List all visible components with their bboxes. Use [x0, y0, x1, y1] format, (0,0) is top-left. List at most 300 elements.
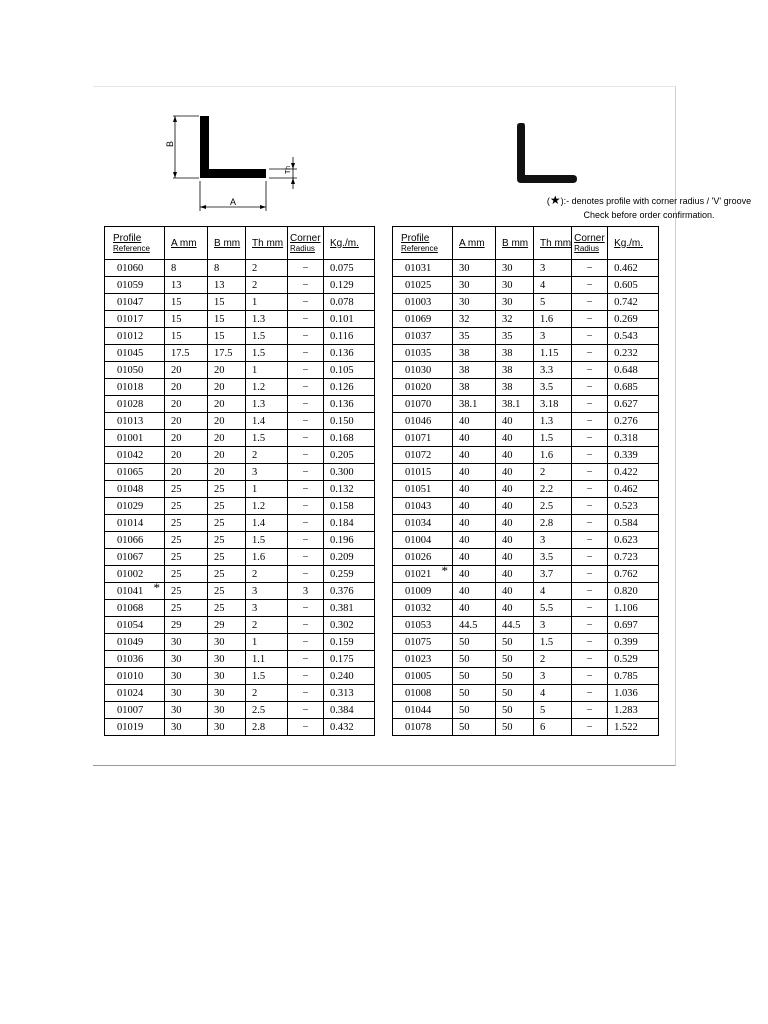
table-row — [105, 702, 375, 719]
col-corner-radius: Corner Radius — [288, 227, 324, 260]
cell-a-mm: 17.5 — [165, 345, 208, 362]
cell-kg-per-m: 0.101 — [324, 311, 375, 328]
angle-profile-drawing — [161, 113, 301, 213]
cell-th-mm: 1.5 — [246, 345, 288, 362]
table-row — [393, 396, 659, 413]
cell-a-mm: 40 — [453, 498, 496, 515]
cell-a-mm: 25 — [165, 583, 208, 600]
cell-th-mm: 6 — [534, 719, 572, 736]
cell-b-mm: 50 — [496, 719, 534, 736]
cell-kg-per-m: 0.313 — [324, 685, 375, 702]
cell-b-mm: 20 — [208, 413, 246, 430]
cell-a-mm: 25 — [165, 549, 208, 566]
cell-th-mm: 2 — [246, 685, 288, 702]
cell-kg-per-m: 0.685 — [608, 379, 659, 396]
cell-th-mm: 1.1 — [246, 651, 288, 668]
cell-profile-reference: 01054 — [105, 617, 165, 634]
cell-a-mm: 20 — [165, 447, 208, 464]
cell-b-mm: 50 — [496, 685, 534, 702]
table-row — [105, 600, 375, 617]
cell-kg-per-m: 0.723 — [608, 549, 659, 566]
cell-corner-radius: − — [288, 413, 324, 430]
cell-a-mm: 40 — [453, 549, 496, 566]
cell-corner-radius: − — [288, 362, 324, 379]
cell-corner-radius: − — [572, 362, 608, 379]
table-row — [393, 379, 659, 396]
cell-kg-per-m: 0.078 — [324, 294, 375, 311]
cell-corner-radius: − — [572, 396, 608, 413]
rounded-angle-profile-picture — [511, 121, 581, 189]
col-profile-reference: Profile Reference — [105, 227, 165, 260]
cell-corner-radius: − — [288, 719, 324, 736]
cell-corner-radius: − — [288, 379, 324, 396]
cell-b-mm: 50 — [496, 668, 534, 685]
cell-kg-per-m: 1.036 — [608, 685, 659, 702]
cell-corner-radius: − — [288, 600, 324, 617]
cell-kg-per-m: 0.648 — [608, 362, 659, 379]
cell-corner-radius: − — [288, 532, 324, 549]
cell-a-mm: 25 — [165, 532, 208, 549]
table-row — [393, 362, 659, 379]
cell-th-mm: 2.8 — [246, 719, 288, 736]
cell-kg-per-m: 0.196 — [324, 532, 375, 549]
cell-profile-reference: 01075 — [393, 634, 453, 651]
cell-corner-radius: − — [572, 617, 608, 634]
cell-profile-reference: 01045 — [105, 345, 165, 362]
cell-a-mm: 40 — [453, 413, 496, 430]
cell-profile-reference: 01042 — [105, 447, 165, 464]
cell-kg-per-m: 0.150 — [324, 413, 375, 430]
table-row — [105, 617, 375, 634]
cell-kg-per-m: 0.232 — [608, 345, 659, 362]
cell-th-mm: 3 — [534, 532, 572, 549]
cell-corner-radius: − — [572, 277, 608, 294]
cell-corner-radius: − — [572, 498, 608, 515]
cell-b-mm: 15 — [208, 311, 246, 328]
corner-radius-note: (★):- denotes profile with corner radius / 'V' groove Check before order confirmation. — [546, 193, 752, 220]
cell-th-mm: 3.5 — [534, 379, 572, 396]
cell-profile-reference: 01065 — [105, 464, 165, 481]
cell-a-mm: 44.5 — [453, 617, 496, 634]
cell-profile-reference: 01007 — [105, 702, 165, 719]
table-row — [105, 277, 375, 294]
cell-kg-per-m: 0.697 — [608, 617, 659, 634]
cell-profile-reference: 01043 — [393, 498, 453, 515]
cell-corner-radius: − — [572, 583, 608, 600]
cell-b-mm: 40 — [496, 464, 534, 481]
table-row — [393, 481, 659, 498]
cell-kg-per-m: 0.399 — [608, 634, 659, 651]
table-row — [393, 617, 659, 634]
col-corner-radius: Corner Radius — [572, 227, 608, 260]
cell-profile-reference: 01015 — [393, 464, 453, 481]
cell-corner-radius: − — [288, 481, 324, 498]
cell-b-mm: 20 — [208, 430, 246, 447]
table-row — [105, 379, 375, 396]
cell-th-mm: 1 — [246, 481, 288, 498]
cell-profile-reference: 01026 — [393, 549, 453, 566]
cell-th-mm: 1.5 — [246, 430, 288, 447]
cell-th-mm: 2.2 — [534, 481, 572, 498]
cell-b-mm: 40 — [496, 413, 534, 430]
cell-corner-radius: − — [288, 515, 324, 532]
cell-kg-per-m: 0.126 — [324, 379, 375, 396]
cell-profile-reference: 01012 — [105, 328, 165, 345]
table-row — [105, 362, 375, 379]
cell-a-mm: 15 — [165, 294, 208, 311]
cell-corner-radius: − — [288, 311, 324, 328]
cell-a-mm: 30 — [165, 685, 208, 702]
cell-a-mm: 38 — [453, 345, 496, 362]
cell-a-mm: 15 — [165, 311, 208, 328]
cell-b-mm: 20 — [208, 379, 246, 396]
cell-th-mm: 2 — [246, 617, 288, 634]
cell-corner-radius: − — [288, 498, 324, 515]
cell-b-mm: 40 — [496, 447, 534, 464]
cell-b-mm: 30 — [208, 668, 246, 685]
cell-th-mm: 1.15 — [534, 345, 572, 362]
cell-b-mm: 25 — [208, 498, 246, 515]
cell-profile-reference: 01072 — [393, 447, 453, 464]
cell-b-mm: 30 — [208, 702, 246, 719]
cell-a-mm: 40 — [453, 464, 496, 481]
cell-th-mm: 1.2 — [246, 379, 288, 396]
cell-th-mm: 3.18 — [534, 396, 572, 413]
cell-corner-radius: − — [288, 260, 324, 277]
cell-kg-per-m: 0.184 — [324, 515, 375, 532]
cell-profile-reference: 01051 — [393, 481, 453, 498]
cell-a-mm: 38 — [453, 362, 496, 379]
dimension-b-label: B — [165, 140, 175, 147]
cell-a-mm: 20 — [165, 396, 208, 413]
cell-b-mm: 30 — [208, 719, 246, 736]
dimension-th-label: Th — [285, 165, 292, 174]
cell-kg-per-m: 0.742 — [608, 294, 659, 311]
cell-kg-per-m: 0.158 — [324, 498, 375, 515]
cell-kg-per-m: 0.627 — [608, 396, 659, 413]
cell-corner-radius: − — [288, 430, 324, 447]
cell-profile-reference: 01060 — [105, 260, 165, 277]
table-row — [105, 583, 375, 600]
table-row — [393, 260, 659, 277]
cell-b-mm: 20 — [208, 362, 246, 379]
table-row — [393, 447, 659, 464]
cell-corner-radius: − — [288, 345, 324, 362]
cell-b-mm: 17.5 — [208, 345, 246, 362]
cell-profile-reference: 01013 — [105, 413, 165, 430]
cell-profile-reference: 01030 — [393, 362, 453, 379]
cell-profile-reference: 01029 — [105, 498, 165, 515]
cell-a-mm: 32 — [453, 311, 496, 328]
cell-corner-radius: − — [572, 379, 608, 396]
cell-b-mm: 50 — [496, 634, 534, 651]
cell-kg-per-m: 0.075 — [324, 260, 375, 277]
table-row — [393, 549, 659, 566]
cell-b-mm: 25 — [208, 549, 246, 566]
table-row — [393, 532, 659, 549]
table-row — [393, 702, 659, 719]
cell-a-mm: 25 — [165, 600, 208, 617]
cell-kg-per-m: 0.543 — [608, 328, 659, 345]
col-kg-per-m: Kg./m. — [608, 227, 659, 260]
table-row — [393, 685, 659, 702]
table-row — [105, 447, 375, 464]
cell-profile-reference: 01032 — [393, 600, 453, 617]
cell-b-mm: 40 — [496, 532, 534, 549]
table-row — [105, 566, 375, 583]
cell-kg-per-m: 0.168 — [324, 430, 375, 447]
cell-a-mm: 50 — [453, 685, 496, 702]
cell-kg-per-m: 0.136 — [324, 396, 375, 413]
cell-b-mm: 30 — [208, 651, 246, 668]
cell-a-mm: 30 — [165, 702, 208, 719]
cell-kg-per-m: 0.132 — [324, 481, 375, 498]
angle-profile-shape — [200, 116, 266, 178]
cell-profile-reference: 01049 — [105, 634, 165, 651]
cell-a-mm: 30 — [453, 260, 496, 277]
table-row — [105, 515, 375, 532]
cell-profile-reference: 01019 — [105, 719, 165, 736]
cell-b-mm: 35 — [496, 328, 534, 345]
cell-profile-reference: 01010 — [105, 668, 165, 685]
cell-b-mm: 25 — [208, 532, 246, 549]
table-row — [105, 311, 375, 328]
cell-profile-reference: 01066 — [105, 532, 165, 549]
cell-b-mm: 38 — [496, 379, 534, 396]
cell-b-mm: 40 — [496, 583, 534, 600]
cell-profile-reference: 01041 * — [105, 583, 165, 600]
cell-corner-radius: − — [572, 600, 608, 617]
cell-th-mm: 4 — [534, 583, 572, 600]
cell-th-mm: 1 — [246, 294, 288, 311]
cell-profile-reference: 01008 — [393, 685, 453, 702]
cell-kg-per-m: 0.820 — [608, 583, 659, 600]
cell-corner-radius: − — [572, 464, 608, 481]
cell-corner-radius: − — [572, 311, 608, 328]
table-row — [393, 328, 659, 345]
cell-b-mm: 44.5 — [496, 617, 534, 634]
cell-a-mm: 30 — [165, 651, 208, 668]
cell-b-mm: 38.1 — [496, 396, 534, 413]
cell-profile-reference: 01034 — [393, 515, 453, 532]
cell-th-mm: 1 — [246, 362, 288, 379]
cell-th-mm: 1.2 — [246, 498, 288, 515]
cell-profile-reference: 01021 * — [393, 566, 453, 583]
cell-profile-reference: 01048 — [105, 481, 165, 498]
cell-th-mm: 2.8 — [534, 515, 572, 532]
col-kg-per-m: Kg./m. — [324, 227, 375, 260]
table-row — [393, 294, 659, 311]
cell-profile-reference: 01003 — [393, 294, 453, 311]
cell-th-mm: 1.5 — [534, 430, 572, 447]
cell-a-mm: 30 — [165, 719, 208, 736]
cell-th-mm: 2 — [246, 277, 288, 294]
cell-a-mm: 38 — [453, 379, 496, 396]
cell-b-mm: 40 — [496, 549, 534, 566]
cell-profile-reference: 01035 — [393, 345, 453, 362]
cell-kg-per-m: 0.462 — [608, 481, 659, 498]
cell-corner-radius: − — [572, 719, 608, 736]
col-a-mm: A mm — [453, 227, 496, 260]
cell-corner-radius: − — [288, 447, 324, 464]
col-b-mm: B mm — [208, 227, 246, 260]
cell-kg-per-m: 0.269 — [608, 311, 659, 328]
cell-b-mm: 30 — [496, 277, 534, 294]
catalog-sheet — [93, 86, 752, 766]
col-th-mm: Th mm — [534, 227, 572, 260]
cell-b-mm: 25 — [208, 481, 246, 498]
cell-kg-per-m: 0.205 — [324, 447, 375, 464]
cell-corner-radius: − — [572, 532, 608, 549]
cell-corner-radius: − — [572, 634, 608, 651]
cell-a-mm: 25 — [165, 481, 208, 498]
cell-th-mm: 1.4 — [246, 413, 288, 430]
cell-b-mm: 30 — [496, 260, 534, 277]
cell-profile-reference: 01020 — [393, 379, 453, 396]
table-row — [105, 719, 375, 736]
cell-b-mm: 25 — [208, 515, 246, 532]
cell-a-mm: 40 — [453, 600, 496, 617]
cell-th-mm: 4 — [534, 685, 572, 702]
cell-kg-per-m: 1.283 — [608, 702, 659, 719]
cell-kg-per-m: 0.523 — [608, 498, 659, 515]
cell-kg-per-m: 0.422 — [608, 464, 659, 481]
cell-corner-radius: − — [288, 617, 324, 634]
cell-b-mm: 40 — [496, 566, 534, 583]
cell-a-mm: 40 — [453, 447, 496, 464]
cell-a-mm: 50 — [453, 719, 496, 736]
cell-th-mm: 1.3 — [246, 396, 288, 413]
cell-th-mm: 2 — [246, 566, 288, 583]
cell-a-mm: 40 — [453, 583, 496, 600]
cell-th-mm: 1 — [246, 634, 288, 651]
cell-profile-reference: 01078 — [393, 719, 453, 736]
col-th-mm: Th mm — [246, 227, 288, 260]
cell-b-mm: 40 — [496, 600, 534, 617]
table-row — [105, 498, 375, 515]
table-header-row — [393, 227, 659, 260]
cell-th-mm: 1.6 — [534, 311, 572, 328]
cell-a-mm: 40 — [453, 481, 496, 498]
cell-profile-reference: 01023 — [393, 651, 453, 668]
table-row — [393, 583, 659, 600]
cell-corner-radius: − — [572, 685, 608, 702]
cell-kg-per-m: 0.381 — [324, 600, 375, 617]
cell-kg-per-m: 0.116 — [324, 328, 375, 345]
table-row — [105, 549, 375, 566]
cell-th-mm: 2 — [534, 464, 572, 481]
cell-th-mm: 1.5 — [246, 668, 288, 685]
cell-th-mm: 3 — [246, 583, 288, 600]
table-row — [393, 345, 659, 362]
cell-corner-radius: − — [288, 396, 324, 413]
cell-th-mm: 5.5 — [534, 600, 572, 617]
table-row — [393, 719, 659, 736]
cell-th-mm: 3 — [534, 617, 572, 634]
cell-corner-radius: − — [288, 685, 324, 702]
cell-b-mm: 15 — [208, 294, 246, 311]
cell-th-mm: 4 — [534, 277, 572, 294]
cell-kg-per-m: 0.318 — [608, 430, 659, 447]
cell-kg-per-m: 0.240 — [324, 668, 375, 685]
cell-a-mm: 29 — [165, 617, 208, 634]
table-row — [393, 651, 659, 668]
table-row — [105, 634, 375, 651]
cell-b-mm: 40 — [496, 481, 534, 498]
cell-b-mm: 25 — [208, 600, 246, 617]
cell-b-mm: 40 — [496, 515, 534, 532]
cell-corner-radius: − — [288, 549, 324, 566]
cell-profile-reference: 01031 — [393, 260, 453, 277]
cell-profile-reference: 01067 — [105, 549, 165, 566]
cell-th-mm: 1.3 — [246, 311, 288, 328]
cell-a-mm: 50 — [453, 634, 496, 651]
col-b-mm: B mm — [496, 227, 534, 260]
table-row — [105, 668, 375, 685]
cell-profile-reference: 01069 — [393, 311, 453, 328]
cell-th-mm: 2.5 — [246, 702, 288, 719]
cell-corner-radius: − — [288, 634, 324, 651]
cell-a-mm: 13 — [165, 277, 208, 294]
cell-th-mm: 3.5 — [534, 549, 572, 566]
cell-th-mm: 2 — [246, 260, 288, 277]
cell-kg-per-m: 0.339 — [608, 447, 659, 464]
table-row — [393, 634, 659, 651]
table-row — [105, 413, 375, 430]
profile-table-right — [392, 226, 659, 736]
cell-a-mm: 40 — [453, 566, 496, 583]
cell-profile-reference: 01047 — [105, 294, 165, 311]
col-a-mm: A mm — [165, 227, 208, 260]
cell-profile-reference: 01053 — [393, 617, 453, 634]
cell-kg-per-m: 1.106 — [608, 600, 659, 617]
cell-th-mm: 1.5 — [534, 634, 572, 651]
cell-corner-radius: − — [572, 651, 608, 668]
cell-th-mm: 3 — [534, 260, 572, 277]
cell-th-mm: 1.5 — [246, 328, 288, 345]
cell-profile-reference: 01018 — [105, 379, 165, 396]
table-row — [393, 311, 659, 328]
cell-b-mm: 13 — [208, 277, 246, 294]
cell-a-mm: 38.1 — [453, 396, 496, 413]
cell-b-mm: 30 — [496, 294, 534, 311]
cell-corner-radius: − — [572, 260, 608, 277]
cell-kg-per-m: 0.259 — [324, 566, 375, 583]
table-row — [393, 668, 659, 685]
table-row — [393, 498, 659, 515]
cell-corner-radius: − — [572, 566, 608, 583]
cell-profile-reference: 01059 — [105, 277, 165, 294]
cell-b-mm: 20 — [208, 447, 246, 464]
table-row — [105, 396, 375, 413]
cell-corner-radius: − — [288, 668, 324, 685]
cell-a-mm: 40 — [453, 430, 496, 447]
cell-th-mm: 1.6 — [246, 549, 288, 566]
cell-b-mm: 38 — [496, 362, 534, 379]
cell-profile-reference: 01002 — [105, 566, 165, 583]
cell-a-mm: 25 — [165, 498, 208, 515]
cell-a-mm: 40 — [453, 532, 496, 549]
cell-b-mm: 30 — [208, 685, 246, 702]
cell-corner-radius: − — [288, 294, 324, 311]
cell-profile-reference: 01037 — [393, 328, 453, 345]
cell-kg-per-m: 0.175 — [324, 651, 375, 668]
table-row — [393, 430, 659, 447]
cell-a-mm: 50 — [453, 668, 496, 685]
table-row — [105, 430, 375, 447]
table-row — [105, 464, 375, 481]
table-header-row — [105, 227, 375, 260]
